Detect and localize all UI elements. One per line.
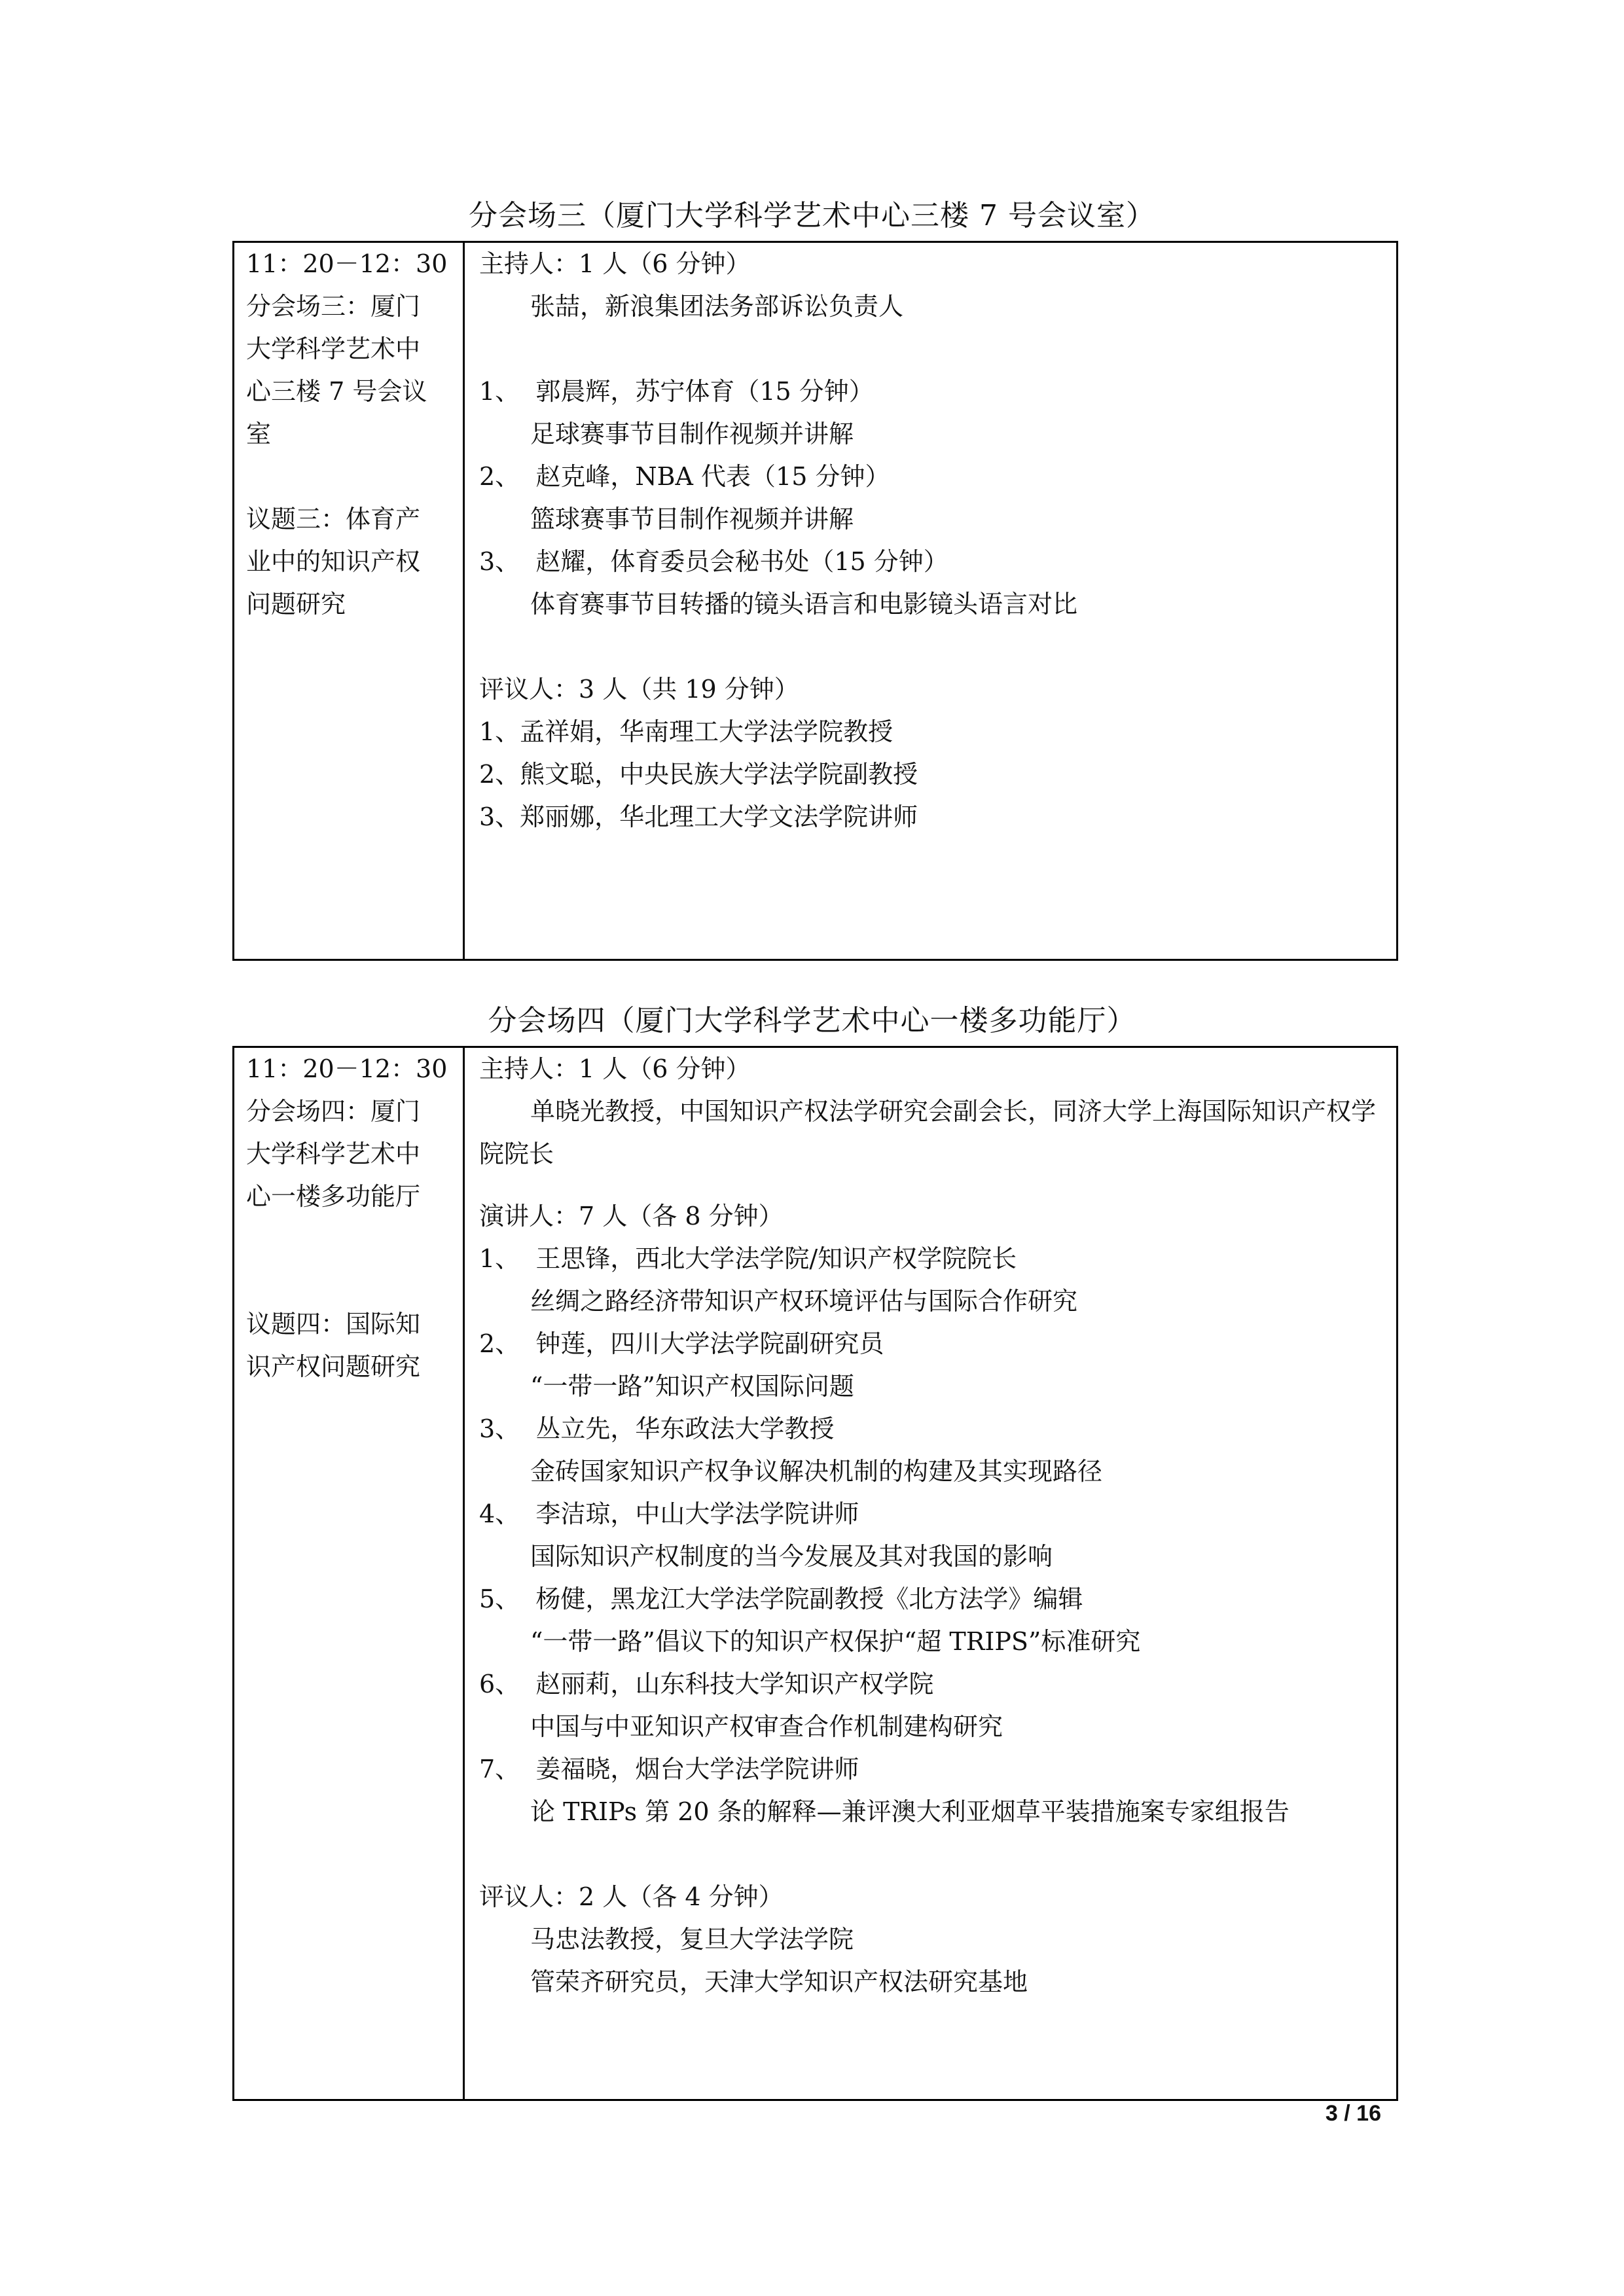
speaker-entry [479,1408,1384,1450]
speaker-number: 7、 [479,1755,520,1784]
session-topic-line: 议题三：体育产 [246,505,421,533]
speaker-entry [479,1238,1384,1280]
speaker-entry [479,1748,1384,1791]
session-program-cell [464,1047,1398,2100]
session-info-cell [234,242,464,960]
speaker-number: 1、 [479,1244,520,1273]
session-topic-line: 议题四：国际知 [246,1310,421,1338]
session-venue-line: 大学科学艺术中 [246,334,421,363]
section-title-session-3: 分会场三（厦门大学科学艺术中心三楼 7 号会议室） [469,199,1155,232]
commentator-entry: 2、熊文聪，中央民族大学法学院副教授 [479,760,918,789]
speaker-name: 丛立先，华东政法大学教授 [535,1414,835,1443]
host-label: 主持人：1 人（6 分钟） [479,249,751,278]
speaker-number: 2、 [479,1329,520,1358]
speaker-name: 赵丽莉，山东科技大学知识产权学院 [535,1670,934,1698]
speaker-entry [479,1493,1384,1535]
session-program-cell [464,242,1398,960]
speaker-entry [479,1578,1384,1621]
schedule-table-session-3 [232,241,1398,961]
speaker-number: 6、 [479,1670,520,1698]
speaker-entry [479,456,1384,498]
host-name: 张喆，新浪集团法务部诉讼负责人 [530,292,904,321]
speaker-entry [479,370,1384,413]
speaker-number: 1、 [479,377,520,406]
speaker-topic: “一带一路”知识产权国际问题 [530,1372,854,1401]
speaker-entry [479,1323,1384,1365]
speaker-number: 3、 [479,1414,520,1443]
session-venue-line: 分会场三：厦门 [246,292,421,321]
session-time: 11：20－12：30 [246,1054,448,1083]
session-info-cell [234,1047,464,2100]
speaker-label: 演讲人：7 人（各 8 分钟） [479,1202,784,1230]
commentator-entry: 管荣齐研究员，天津大学知识产权法研究基地 [530,1967,1028,1996]
speaker-topic: 国际知识产权制度的当今发展及其对我国的影响 [530,1542,1053,1571]
page-number: 3 / 16 [1325,2101,1381,2126]
session-venue-line: 心一楼多功能厅 [246,1182,421,1211]
speaker-entry [479,1663,1384,1706]
section-title-session-4: 分会场四（厦门大学科学艺术中心一楼多功能厅） [488,1004,1136,1037]
speaker-topic: 论 TRIPs 第 20 条的解释—兼评澳大利亚烟草平装措施案专家组报告 [530,1797,1290,1826]
speaker-name: 王思锋，西北大学法学院/知识产权学院院长 [535,1244,1017,1273]
speaker-name: 杨健，黑龙江大学法学院副教授《北方法学》编辑 [535,1585,1083,1613]
speaker-number: 2、 [479,462,520,491]
host-name: 单晓光教授，中国知识产权法学研究会副会长，同济大学上海国际知识产权学院院长 [479,1097,1377,1168]
host-label: 主持人：1 人（6 分钟） [479,1054,751,1083]
session-topic-line: 识产权问题研究 [246,1352,421,1381]
commentator-label: 评议人：2 人（各 4 分钟） [479,1882,784,1911]
speaker-topic: 丝绸之路经济带知识产权环境评估与国际合作研究 [530,1287,1078,1316]
session-time: 11：20－12：30 [246,249,448,278]
speaker-topic: 金砖国家知识产权争议解决机制的构建及其实现路径 [530,1457,1103,1486]
speaker-name: 郭晨辉，苏宁体育（15 分钟） [535,377,874,406]
speaker-name: 钟莲，四川大学法学院副研究员 [535,1329,884,1358]
speaker-topic: 体育赛事节目转播的镜头语言和电影镜头语言对比 [530,590,1078,619]
commentator-label: 评议人：3 人（共 19 分钟） [479,675,799,704]
session-topic-line: 问题研究 [246,590,346,619]
session-venue-line: 心三楼 7 号会议 [246,377,427,406]
speaker-name: 赵克峰，NBA 代表（15 分钟） [535,462,890,491]
speaker-name: 李洁琼，中山大学法学院讲师 [535,1499,859,1528]
speaker-number: 3、 [479,547,520,576]
schedule-table-session-4 [232,1046,1398,2101]
commentator-entry: 马忠法教授，复旦大学法学院 [530,1925,854,1954]
session-venue-line: 室 [246,420,272,448]
commentator-entry: 1、孟祥娟，华南理工大学法学院教授 [479,717,893,746]
speaker-topic: 足球赛事节目制作视频并讲解 [530,420,854,448]
speaker-topic: 篮球赛事节目制作视频并讲解 [530,505,854,533]
speaker-topic: “一带一路”倡议下的知识产权保护“超 TRIPS”标准研究 [530,1627,1141,1656]
speaker-number: 4、 [479,1499,520,1528]
session-venue-line: 大学科学艺术中 [246,1139,421,1168]
speaker-name: 赵耀，体育委员会秘书处（15 分钟） [535,547,948,576]
session-topic-line: 业中的知识产权 [246,547,421,576]
speaker-name: 姜福晓，烟台大学法学院讲师 [535,1755,859,1784]
speaker-topic: 中国与中亚知识产权审查合作机制建构研究 [530,1712,1003,1741]
commentator-entry: 3、郑丽娜，华北理工大学文法学院讲师 [479,802,918,831]
speaker-entry [479,541,1384,583]
speaker-number: 5、 [479,1585,520,1613]
session-venue-line: 分会场四：厦门 [246,1097,421,1126]
